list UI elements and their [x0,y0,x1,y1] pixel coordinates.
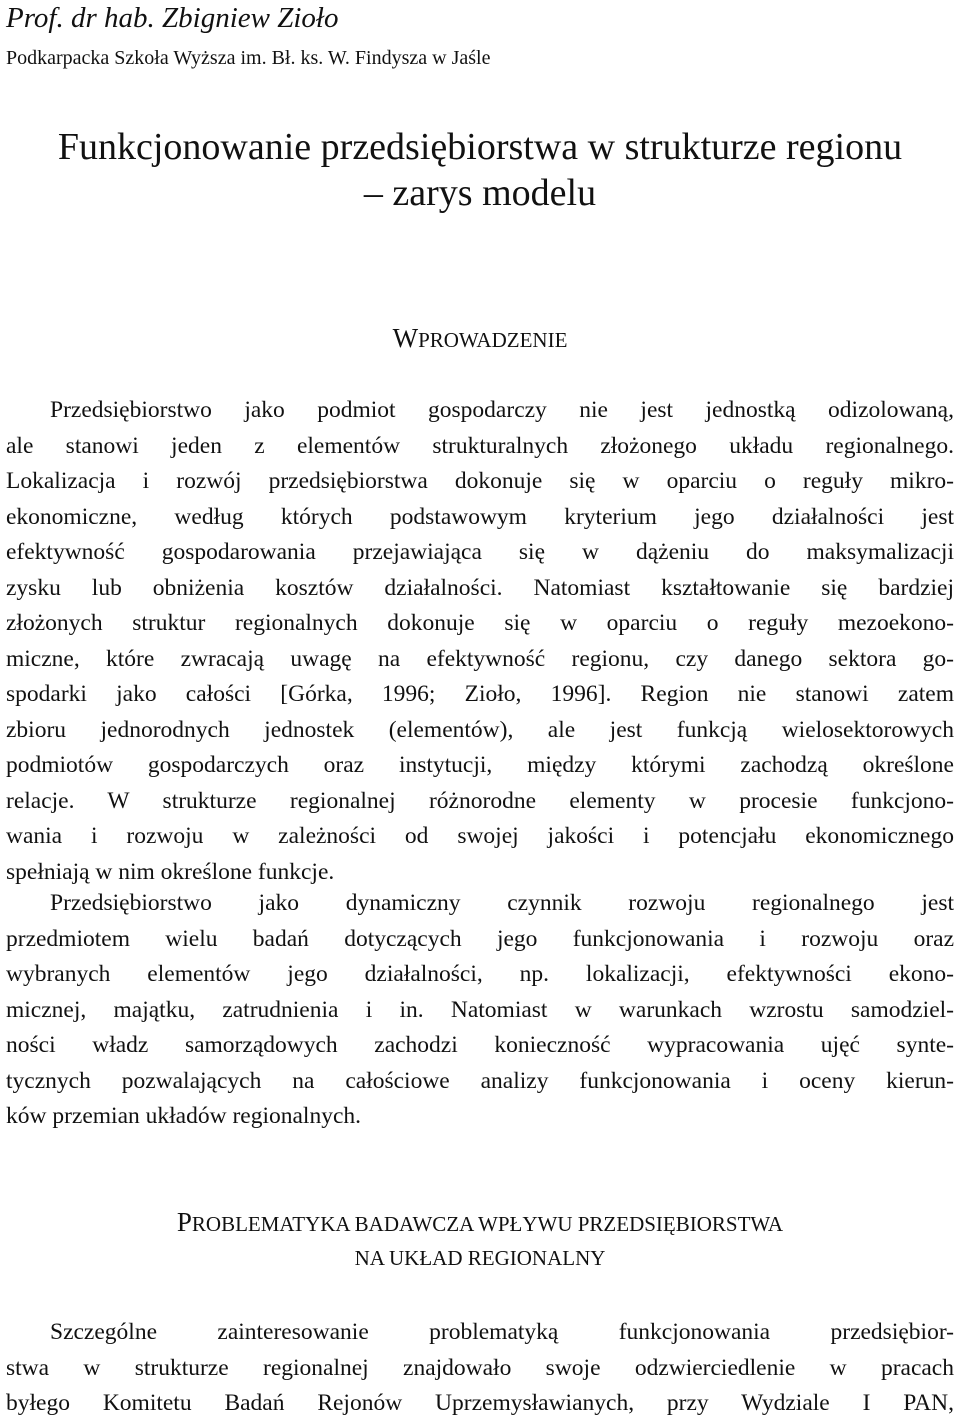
paper-title-line-2: – zarys modelu [363,172,597,214]
text-line: tycznych pozwalających na całościowe analizy funkcjonowania i oceny kierun- [6,1067,954,1094]
section-heading-initial: W [392,323,419,353]
author-name: Prof. dr hab. Zbigniew Zioło [6,2,339,34]
paragraph-2 [6,886,954,1135]
text-line: ności władz samorządowych zachodzi konieczność wypracowania ujęć synte- [6,1032,954,1058]
section-heading-rest: ROBLEMATYKA BADAWCZA WPŁYWU PRZEDSIĘBIORSTWA [191,1212,784,1236]
section-heading-rest: PROWADZENIE [418,328,568,352]
section-heading-initial: P [176,1207,192,1237]
text-line: ale stanowi jeden z elementów strukturalnych złożonego układu regionalnego. [6,432,954,459]
text-line: Przedsiębiorstwo jako podmiot gospodarczy nie jest jednostką odizolowaną, [50,397,954,423]
author-affiliation: Podkarpacka Szkoła Wyższa im. Bł. ks. W. Findysza w Jaśle [6,47,491,69]
text-line: zysku lub obniżenia kosztów działalności. Natomiast kształtowanie się bardziej [6,574,954,601]
text-line: ków przemian układów regionalnych. [6,1103,362,1129]
paper-title-line-1: Funkcjonowanie przedsiębiorstwa w strukturze regionu [57,126,903,168]
text-line: spodarki jako całości [Górka, 1996; Zioło, 1996]. Region nie stanowi zatem [6,681,954,707]
text-line: efektywność gospodarowania przejawiająca się w dążeniu do maksymalizacji [6,539,954,565]
text-line: Lokalizacja i rozwój przedsiębiorstwa dokonuje się w oparciu o reguły mikro- [6,468,954,494]
text-line: wania i rozwoju w zależności od swojej jakości i potencjału ekonomicznego [6,823,954,849]
text-line: relacje. W strukturze regionalnej różnorodne elementy w procesie funkcjono- [6,787,954,814]
text-line: zbioru jednorodnych jednostek (elementów), ale jest funkcją wielosektorowych [6,716,954,743]
paragraph-3 [6,1315,954,1422]
section-heading-research-problems [0,1207,960,1239]
text-line: miczne, które zwracają uwagę na efektywność regionu, czy danego sektora go- [6,645,954,672]
text-line: podmiotów gospodarczych oraz instytucji, między którymi zachodzą określone [6,752,954,778]
text-line: spełniają w nim określone funkcje. [6,858,335,885]
text-line: złożonych struktur regionalnych dokonuje się w oparciu o reguły mezoekono- [6,610,954,636]
paragraph-1 [6,393,954,890]
text-line: Szczególne zainteresowanie problematyką funkcjonowania przedsiębior- [50,1319,954,1345]
section-heading-introduction [0,323,960,355]
section-heading-research-problems-line-2: NA UKŁAD REGIONALNY [354,1246,606,1270]
text-line: byłego Komitetu Badań Rejonów Uprzemysławianych, przy Wydziale I PAN, [6,1390,954,1416]
text-line: micznej, majątku, zatrudnienia i in. Natomiast w warunkach wzrostu samodziel- [6,996,954,1023]
text-line: przedmiotem wielu badań dotyczących jego funkcjonowania i rozwoju oraz [6,925,954,952]
text-line: stwa w strukturze regionalnej znajdowało swoje odzwierciedlenie w pracach [6,1354,954,1381]
text-line: ekonomiczne, według których podstawowym kryterium jego działalności jest [6,503,954,530]
text-line: Przedsiębiorstwo jako dynamiczny czynnik rozwoju regionalnego jest [50,890,954,916]
text-line: wybranych elementów jego działalności, np. lokalizacji, efektywności ekono- [6,961,954,987]
